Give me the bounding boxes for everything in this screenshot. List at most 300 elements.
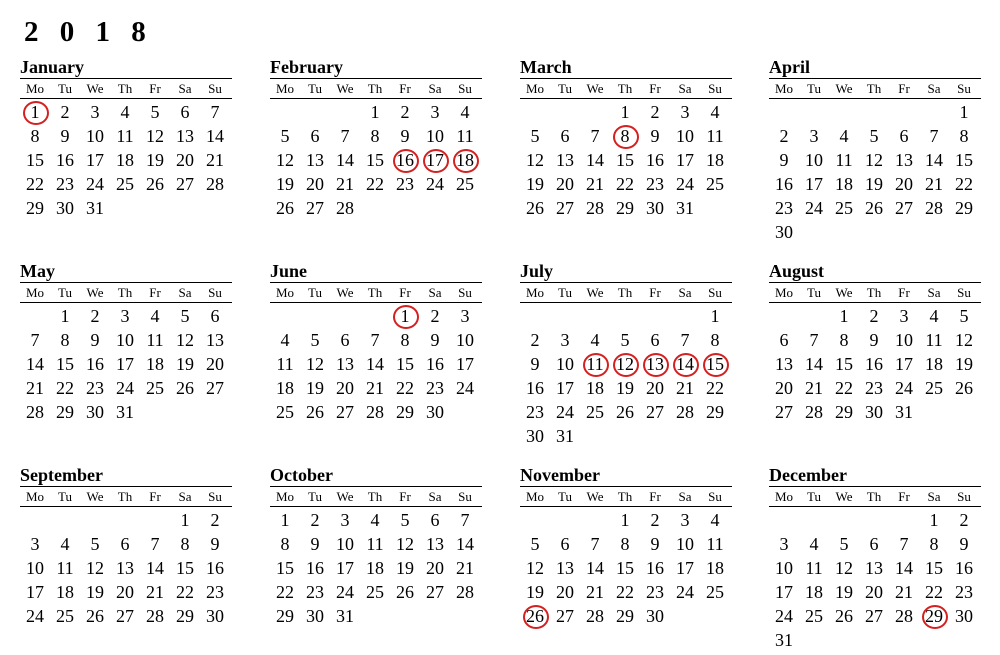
weekday-label: Tu bbox=[807, 81, 821, 96]
day-cell: 8 bbox=[30, 126, 40, 146]
month-rule-top bbox=[520, 486, 732, 487]
day-cell: 6 bbox=[340, 330, 350, 350]
weekday-label: Mo bbox=[25, 489, 45, 504]
weekday-header bbox=[20, 80, 232, 98]
day-cell: 20 bbox=[865, 582, 883, 602]
weekday-label: We bbox=[835, 81, 853, 96]
weekday-label: Th bbox=[866, 285, 882, 300]
day-cell: 18 bbox=[835, 174, 853, 194]
day-cell: 4 bbox=[460, 102, 470, 122]
weekday-label: Su bbox=[208, 489, 222, 504]
weekday-label: Fr bbox=[649, 489, 661, 504]
day-cell: 23 bbox=[86, 378, 104, 398]
day-cell: 28 bbox=[146, 606, 164, 626]
day-cell: 1 bbox=[620, 510, 630, 530]
day-cell: 15 bbox=[616, 558, 634, 578]
day-cell: 7 bbox=[210, 102, 220, 122]
weekday-label: Mo bbox=[275, 81, 295, 96]
day-cell: 15 bbox=[955, 150, 973, 170]
day-cell: 26 bbox=[396, 582, 414, 602]
day-cell: 11 bbox=[146, 330, 164, 350]
weekday-label: Su bbox=[208, 81, 222, 96]
weekday-label: We bbox=[586, 285, 604, 300]
day-cell: 19 bbox=[835, 582, 853, 602]
day-cell: 6 bbox=[180, 102, 190, 122]
day-cell: 24 bbox=[456, 378, 474, 398]
day-cell: 31 bbox=[116, 402, 134, 422]
weekday-label: Th bbox=[367, 489, 383, 504]
day-cell: 2 bbox=[650, 102, 660, 122]
day-cell: 25 bbox=[116, 174, 134, 194]
day-cell: 11 bbox=[56, 558, 74, 578]
weekday-label: Sa bbox=[178, 489, 192, 504]
day-cell: 10 bbox=[336, 534, 354, 554]
day-cell: 26 bbox=[865, 198, 883, 218]
day-cell: 6 bbox=[560, 126, 570, 146]
month-february bbox=[270, 57, 482, 218]
highlighted-day: 15 bbox=[700, 352, 730, 376]
day-cell: 16 bbox=[955, 558, 973, 578]
weekday-header bbox=[20, 488, 232, 506]
day-cell: 17 bbox=[456, 354, 474, 374]
month-rule-bottom bbox=[520, 302, 732, 303]
day-cell: 7 bbox=[899, 534, 909, 554]
day-cell: 20 bbox=[775, 378, 793, 398]
month-name: January bbox=[20, 57, 85, 77]
day-cell: 17 bbox=[26, 582, 44, 602]
weekday-header bbox=[270, 80, 482, 98]
day-cell: 7 bbox=[590, 126, 600, 146]
day-cell: 25 bbox=[835, 198, 853, 218]
day-cell: 3 bbox=[340, 510, 350, 530]
day-cell: 6 bbox=[430, 510, 440, 530]
month-rule-bottom bbox=[270, 98, 482, 99]
highlighted-day: 13 bbox=[640, 352, 670, 376]
day-cell: 12 bbox=[146, 126, 164, 146]
day-cell: 14 bbox=[456, 534, 474, 554]
day-cell: 6 bbox=[869, 534, 879, 554]
day-cell: 13 bbox=[176, 126, 194, 146]
day-cell: 25 bbox=[56, 606, 74, 626]
day-cell: 23 bbox=[396, 174, 414, 194]
day-cell: 28 bbox=[26, 402, 44, 422]
month-april bbox=[769, 57, 981, 242]
day-cell: 16 bbox=[646, 150, 664, 170]
day-cell: 13 bbox=[556, 558, 574, 578]
day-cell: 1 bbox=[60, 306, 70, 326]
day-cell: 21 bbox=[925, 174, 943, 194]
day-cell: 27 bbox=[176, 174, 194, 194]
highlighted-day: 29 bbox=[919, 604, 949, 628]
month-name: September bbox=[20, 465, 103, 485]
day-cell: 22 bbox=[26, 174, 44, 194]
day-cell: 23 bbox=[775, 198, 793, 218]
day-cell: 22 bbox=[616, 582, 634, 602]
month-rule-top bbox=[769, 282, 981, 283]
day-cell: 31 bbox=[895, 402, 913, 422]
weekday-label: Fr bbox=[399, 285, 411, 300]
day-cell: 19 bbox=[276, 174, 294, 194]
weekday-label: Sa bbox=[428, 489, 442, 504]
day-cell: 12 bbox=[176, 330, 194, 350]
day-cell: 2 bbox=[779, 126, 789, 146]
day-cell: 31 bbox=[86, 198, 104, 218]
day-cell: 9 bbox=[430, 330, 440, 350]
day-cell: 7 bbox=[680, 330, 690, 350]
day-cell: 14 bbox=[805, 354, 823, 374]
day-cell: 13 bbox=[895, 150, 913, 170]
day-cell: 5 bbox=[310, 330, 320, 350]
month-rule-bottom bbox=[270, 302, 482, 303]
weekday-label: We bbox=[586, 489, 604, 504]
weekday-label: Fr bbox=[149, 81, 161, 96]
day-cell: 11 bbox=[276, 354, 294, 374]
day-cell: 14 bbox=[586, 558, 604, 578]
day-cell: 4 bbox=[60, 534, 70, 554]
day-cell: 31 bbox=[556, 426, 574, 446]
day-cell: 4 bbox=[370, 510, 380, 530]
day-cell: 18 bbox=[56, 582, 74, 602]
day-cell: 24 bbox=[336, 582, 354, 602]
day-cell: 19 bbox=[146, 150, 164, 170]
day-cell: 4 bbox=[710, 510, 720, 530]
day-cell: 25 bbox=[706, 582, 724, 602]
weekday-header bbox=[520, 284, 732, 302]
month-rule-top bbox=[769, 486, 981, 487]
weekday-label: Sa bbox=[678, 285, 692, 300]
day-cell: 30 bbox=[306, 606, 324, 626]
day-cell: 20 bbox=[426, 558, 444, 578]
day-cell: 2 bbox=[60, 102, 70, 122]
month-july bbox=[520, 261, 732, 446]
day-cell: 30 bbox=[426, 402, 444, 422]
weekday-label: Fr bbox=[649, 81, 661, 96]
day-cell: 22 bbox=[835, 378, 853, 398]
weekday-label: We bbox=[336, 285, 354, 300]
day-cell: 15 bbox=[396, 354, 414, 374]
day-cell: 14 bbox=[26, 354, 44, 374]
day-cell: 17 bbox=[676, 558, 694, 578]
month-november bbox=[520, 465, 732, 626]
day-cell: 18 bbox=[586, 378, 604, 398]
day-cell: 19 bbox=[526, 582, 544, 602]
day-cell: 9 bbox=[869, 330, 879, 350]
day-cell: 16 bbox=[306, 558, 324, 578]
day-cell: 8 bbox=[400, 330, 410, 350]
day-cell: 30 bbox=[955, 606, 973, 626]
day-cell: 18 bbox=[366, 558, 384, 578]
highlighted-day: 14 bbox=[670, 352, 700, 376]
day-cell: 23 bbox=[56, 174, 74, 194]
day-cell: 23 bbox=[206, 582, 224, 602]
day-cell: 2 bbox=[90, 306, 100, 326]
day-cell: 8 bbox=[280, 534, 290, 554]
day-cell: 18 bbox=[116, 150, 134, 170]
weekday-label: Sa bbox=[927, 285, 941, 300]
weekday-header bbox=[20, 284, 232, 302]
day-cell: 5 bbox=[959, 306, 969, 326]
month-rule-top bbox=[270, 486, 482, 487]
weekday-label: Sa bbox=[428, 285, 442, 300]
day-cell: 13 bbox=[556, 150, 574, 170]
month-rule-top bbox=[20, 78, 232, 79]
month-name: October bbox=[270, 465, 333, 485]
day-cell: 11 bbox=[456, 126, 474, 146]
month-rule-bottom bbox=[769, 302, 981, 303]
month-name: November bbox=[520, 465, 600, 485]
day-cell: 3 bbox=[680, 102, 690, 122]
weekday-label: Mo bbox=[275, 489, 295, 504]
day-cell: 21 bbox=[146, 582, 164, 602]
day-cell: 14 bbox=[146, 558, 164, 578]
day-cell: 24 bbox=[895, 378, 913, 398]
day-cell: 15 bbox=[26, 150, 44, 170]
day-cell: 29 bbox=[176, 606, 194, 626]
day-cell: 1 bbox=[929, 510, 939, 530]
month-rule-bottom bbox=[769, 506, 981, 507]
month-name: August bbox=[769, 261, 825, 281]
weekday-label: Su bbox=[458, 285, 472, 300]
day-cell: 5 bbox=[90, 534, 100, 554]
day-cell: 25 bbox=[706, 174, 724, 194]
day-cell: 28 bbox=[805, 402, 823, 422]
day-cell: 11 bbox=[706, 534, 724, 554]
day-cell: 22 bbox=[396, 378, 414, 398]
day-cell: 28 bbox=[456, 582, 474, 602]
day-cell: 5 bbox=[180, 306, 190, 326]
day-cell: 30 bbox=[56, 198, 74, 218]
day-cell: 19 bbox=[955, 354, 973, 374]
day-cell: 4 bbox=[590, 330, 600, 350]
weekday-label: Th bbox=[617, 489, 633, 504]
day-cell: 10 bbox=[895, 330, 913, 350]
weekday-label: Fr bbox=[649, 285, 661, 300]
day-cell: 20 bbox=[116, 582, 134, 602]
day-cell: 3 bbox=[809, 126, 819, 146]
day-cell: 29 bbox=[276, 606, 294, 626]
day-cell: 9 bbox=[959, 534, 969, 554]
day-cell: 7 bbox=[929, 126, 939, 146]
weekday-label: We bbox=[336, 489, 354, 504]
day-cell: 22 bbox=[616, 174, 634, 194]
day-cell: 9 bbox=[400, 126, 410, 146]
day-cell: 23 bbox=[426, 378, 444, 398]
day-cell: 2 bbox=[650, 510, 660, 530]
day-cell: 23 bbox=[865, 378, 883, 398]
day-cell: 27 bbox=[116, 606, 134, 626]
day-cell: 10 bbox=[775, 558, 793, 578]
day-cell: 18 bbox=[276, 378, 294, 398]
day-cell: 17 bbox=[895, 354, 913, 374]
day-cell: 12 bbox=[306, 354, 324, 374]
day-cell: 8 bbox=[620, 534, 630, 554]
day-cell: 29 bbox=[955, 198, 973, 218]
day-cell: 21 bbox=[336, 174, 354, 194]
day-cell: 8 bbox=[710, 330, 720, 350]
day-cell: 18 bbox=[146, 354, 164, 374]
weekday-label: Fr bbox=[399, 489, 411, 504]
weekday-label: Sa bbox=[178, 285, 192, 300]
day-cell: 5 bbox=[280, 126, 290, 146]
month-rule-bottom bbox=[270, 506, 482, 507]
month-name: May bbox=[20, 261, 55, 281]
day-cell: 1 bbox=[710, 306, 720, 326]
day-cell: 16 bbox=[56, 150, 74, 170]
highlighted-day: 12 bbox=[610, 352, 640, 376]
weekday-label: Sa bbox=[428, 81, 442, 96]
day-cell: 9 bbox=[60, 126, 70, 146]
day-cell: 4 bbox=[150, 306, 160, 326]
day-cell: 1 bbox=[620, 102, 630, 122]
month-rule-bottom bbox=[520, 98, 732, 99]
day-cell: 2 bbox=[959, 510, 969, 530]
weekday-label: Fr bbox=[898, 489, 910, 504]
day-cell: 17 bbox=[336, 558, 354, 578]
weekday-label: Mo bbox=[525, 285, 545, 300]
day-cell: 30 bbox=[646, 606, 664, 626]
day-cell: 18 bbox=[925, 354, 943, 374]
weekday-label: Mo bbox=[525, 81, 545, 96]
weekday-label: Th bbox=[866, 489, 882, 504]
month-rule-top bbox=[20, 486, 232, 487]
weekday-label: Tu bbox=[308, 489, 322, 504]
day-cell: 13 bbox=[116, 558, 134, 578]
day-cell: 16 bbox=[86, 354, 104, 374]
month-august bbox=[769, 261, 981, 422]
day-cell: 12 bbox=[86, 558, 104, 578]
day-cell: 17 bbox=[676, 150, 694, 170]
month-january bbox=[20, 57, 232, 218]
day-cell: 27 bbox=[556, 606, 574, 626]
month-september bbox=[20, 465, 232, 626]
day-cell: 11 bbox=[366, 534, 384, 554]
day-cell: 11 bbox=[116, 126, 134, 146]
day-cell: 4 bbox=[710, 102, 720, 122]
day-cell: 12 bbox=[276, 150, 294, 170]
day-cell: 2 bbox=[869, 306, 879, 326]
weekday-label: Su bbox=[957, 489, 971, 504]
day-cell: 10 bbox=[676, 126, 694, 146]
weekday-label: Th bbox=[367, 81, 383, 96]
day-cell: 10 bbox=[86, 126, 104, 146]
day-cell: 10 bbox=[426, 126, 444, 146]
day-cell: 29 bbox=[396, 402, 414, 422]
day-cell: 28 bbox=[586, 198, 604, 218]
day-cell: 8 bbox=[180, 534, 190, 554]
weekday-label: Th bbox=[617, 81, 633, 96]
day-cell: 26 bbox=[835, 606, 853, 626]
day-cell: 26 bbox=[955, 378, 973, 398]
day-cell: 9 bbox=[90, 330, 100, 350]
day-cell: 1 bbox=[959, 102, 969, 122]
day-cell: 22 bbox=[176, 582, 194, 602]
day-cell: 12 bbox=[526, 558, 544, 578]
weekday-label: Fr bbox=[399, 81, 411, 96]
weekday-label: Th bbox=[866, 81, 882, 96]
day-cell: 30 bbox=[526, 426, 544, 446]
weekday-header bbox=[769, 488, 981, 506]
day-cell: 8 bbox=[839, 330, 849, 350]
day-cell: 7 bbox=[150, 534, 160, 554]
day-cell: 21 bbox=[676, 378, 694, 398]
weekday-label: Tu bbox=[58, 81, 72, 96]
weekday-header bbox=[520, 80, 732, 98]
weekday-label: Tu bbox=[558, 285, 572, 300]
day-cell: 7 bbox=[590, 534, 600, 554]
day-cell: 22 bbox=[276, 582, 294, 602]
day-cell: 16 bbox=[426, 354, 444, 374]
day-cell: 14 bbox=[586, 150, 604, 170]
weekday-label: Mo bbox=[525, 489, 545, 504]
day-cell: 28 bbox=[676, 402, 694, 422]
day-cell: 8 bbox=[370, 126, 380, 146]
month-rule-top bbox=[520, 282, 732, 283]
day-cell: 22 bbox=[925, 582, 943, 602]
weekday-header bbox=[270, 284, 482, 302]
day-cell: 13 bbox=[306, 150, 324, 170]
month-rule-bottom bbox=[769, 98, 981, 99]
day-cell: 21 bbox=[586, 174, 604, 194]
day-cell: 20 bbox=[306, 174, 324, 194]
day-cell: 24 bbox=[426, 174, 444, 194]
day-cell: 26 bbox=[276, 198, 294, 218]
day-cell: 15 bbox=[176, 558, 194, 578]
day-cell: 14 bbox=[206, 126, 224, 146]
weekday-label: Th bbox=[367, 285, 383, 300]
day-cell: 9 bbox=[650, 126, 660, 146]
day-cell: 15 bbox=[56, 354, 74, 374]
month-rule-bottom bbox=[20, 302, 232, 303]
month-rule-top bbox=[20, 282, 232, 283]
day-cell: 23 bbox=[526, 402, 544, 422]
day-cell: 28 bbox=[206, 174, 224, 194]
day-cell: 17 bbox=[805, 174, 823, 194]
month-may bbox=[20, 261, 232, 422]
day-cell: 6 bbox=[779, 330, 789, 350]
day-cell: 6 bbox=[899, 126, 909, 146]
day-cell: 27 bbox=[426, 582, 444, 602]
month-rule-top bbox=[520, 78, 732, 79]
day-cell: 25 bbox=[276, 402, 294, 422]
day-cell: 1 bbox=[839, 306, 849, 326]
month-march bbox=[520, 57, 732, 218]
day-cell: 26 bbox=[86, 606, 104, 626]
day-cell: 9 bbox=[210, 534, 220, 554]
day-cell: 27 bbox=[206, 378, 224, 398]
weekday-label: Tu bbox=[58, 285, 72, 300]
weekday-header bbox=[520, 488, 732, 506]
weekday-label: Th bbox=[117, 489, 133, 504]
day-cell: 19 bbox=[526, 174, 544, 194]
weekday-label: Tu bbox=[308, 81, 322, 96]
day-cell: 11 bbox=[805, 558, 823, 578]
day-cell: 3 bbox=[680, 510, 690, 530]
weekday-header bbox=[270, 488, 482, 506]
day-cell: 14 bbox=[366, 354, 384, 374]
month-name: June bbox=[270, 261, 308, 281]
weekday-label: Su bbox=[957, 81, 971, 96]
day-cell: 6 bbox=[120, 534, 130, 554]
day-cell: 22 bbox=[955, 174, 973, 194]
month-june bbox=[270, 261, 482, 422]
day-cell: 9 bbox=[779, 150, 789, 170]
day-cell: 9 bbox=[650, 534, 660, 554]
month-rule-bottom bbox=[520, 506, 732, 507]
day-cell: 16 bbox=[206, 558, 224, 578]
day-cell: 7 bbox=[460, 510, 470, 530]
day-cell: 10 bbox=[676, 534, 694, 554]
day-cell: 23 bbox=[306, 582, 324, 602]
